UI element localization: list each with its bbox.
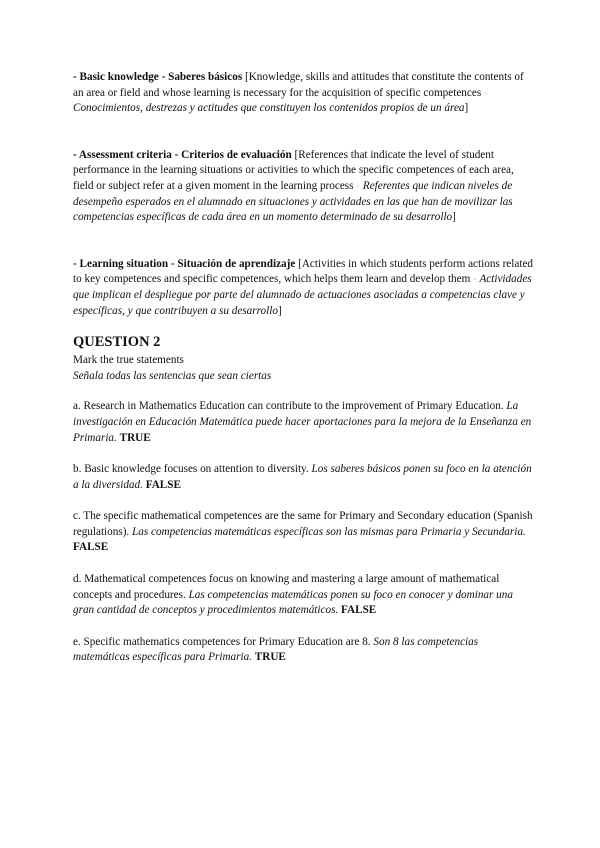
- statement-text-es: Los saberes básicos ponen su foco en la atención a la diversidad.: [73, 463, 532, 491]
- statement-answer: TRUE: [254, 651, 286, 664]
- definition-term: - Basic knowledge - Saberes básicos: [73, 71, 243, 83]
- question-instruction-es: Señala todas las sentencias que sean ciertas: [73, 369, 272, 382]
- definition-separator: -: [473, 273, 477, 286]
- statement-text-en: a. Research in Mathematics Education can contribute to the improvement of Primary Education.: [73, 400, 507, 413]
- definition-separator: -: [483, 86, 488, 99]
- definition-close-bracket: ]: [277, 304, 282, 317]
- question-title: QUESTION 2: [73, 334, 161, 351]
- definition-basic-knowledge: [73, 70, 533, 117]
- definition-close-bracket: ]: [452, 211, 456, 224]
- definition-learning-situation: [73, 257, 533, 319]
- statement-answer: FALSE: [73, 541, 109, 554]
- statement-text-es: Las competencias matemáticas específicas son las mismas para Primaria y Secundaria.: [132, 525, 526, 538]
- statement-text-en: b. Basic knowledge focuses on attention to diversity.: [73, 463, 312, 476]
- statement-answer: FALSE: [145, 478, 181, 491]
- statement-text-en: e. Specific mathematics competences for Primary Education are 8.: [73, 635, 374, 648]
- statement-a: [73, 399, 533, 446]
- definition-description-en: [References that indicate the level of student performance in the learning situations or activities to which the specific competences of each area, field or subject refer at a given moment in the learning process: [73, 148, 514, 192]
- statement-answer: TRUE: [119, 431, 151, 444]
- statement-d: [73, 572, 533, 619]
- definition-description-es: Referentes que indican niveles de desempeño esperados en el alumnado en situaciones y actividades en las que han de movilizar las competencias específicas de cada área en un momento determinado de su desarrollo: [73, 179, 513, 224]
- statement-c: [73, 509, 533, 556]
- statement-text-en: d. Mathematical competences focus on knowing and mastering a large amount of mathematical concepts and procedures.: [73, 573, 500, 601]
- statement-text-es: Son 8 las competencias matemáticas específicas para Primaria.: [73, 635, 479, 664]
- definition-close-bracket: ]: [464, 102, 469, 115]
- statement-text-en: c. The specific mathematical competences are the same for Primary and Secondary education (Spanish regulations).: [73, 510, 533, 538]
- definition-separator: -: [356, 179, 361, 192]
- definition-description-es: Conocimientos, destrezas y actitudes que constituyen los contenidos propios de un área: [73, 102, 465, 115]
- document-content: [73, 70, 533, 666]
- definition-description-en: [Knowledge, skills and attitudes that constitute the contents of an area or field and whose learning is necessary for the acquisition of specific competences: [73, 71, 524, 99]
- definition-assessment-criteria: [73, 148, 533, 226]
- definition-term: - Assessment criteria - Criterios de evaluación: [73, 148, 292, 161]
- statement-text-es: Las competencias matemáticas ponen su foco en conocer y dominar una gran cantidad de conceptos y procedimientos matemáticos.: [73, 588, 513, 617]
- statement-b: [73, 462, 533, 493]
- statement-answer: FALSE: [341, 604, 377, 617]
- statement-e: [73, 635, 533, 666]
- question-instruction-en: Mark the true statements: [73, 354, 184, 367]
- definition-term: - Learning situation - Situación de aprendizaje: [73, 257, 296, 270]
- statement-text-es: La investigación en Educación Matemática puede hacer aportaciones para la mejora de la Enseñanza en Primaria.: [73, 400, 532, 444]
- statement-list: [73, 399, 533, 666]
- definition-description-es: Actividades que implican el despliegue por parte del alumnado de actuaciones asociadas a competencias clave y específicas, y que contribuyen a su desarrollo: [73, 273, 532, 317]
- definition-description-en: [Activities in which students perform actions related to key competences and specific competences, which helps them learn and develop them: [73, 257, 533, 286]
